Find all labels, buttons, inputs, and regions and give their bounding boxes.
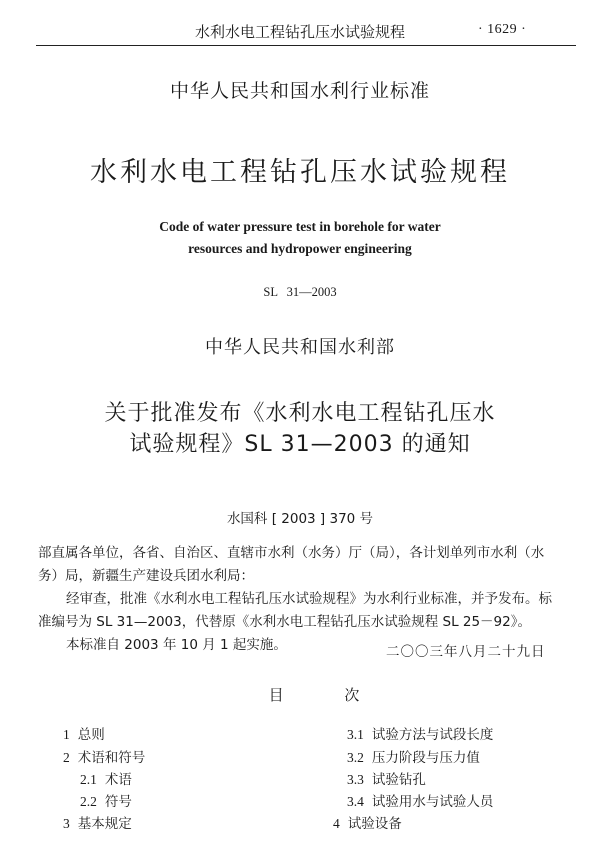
toc-entry-number: 1 xyxy=(63,727,70,742)
approval-paragraph-line-1: 经审查，批准《水利水电工程钻孔压水试验规程》为水利行业标准，并予发布。标 xyxy=(66,591,552,607)
toc-entry-label: 基本规定 xyxy=(77,816,132,832)
english-title-line-1: Code of water pressure test in borehole for water xyxy=(159,219,441,234)
toc-entry[interactable] xyxy=(347,768,426,788)
running-header-title: 水利水电工程钻孔压水试验规程 xyxy=(194,23,405,41)
document-title: 水利水电工程钻孔压水试验规程 xyxy=(90,157,510,188)
english-title-line-2: resources and hydropower engineering xyxy=(188,241,412,256)
toc-entry-number: 3 xyxy=(63,816,70,831)
page-number: · 1629 · xyxy=(478,22,527,37)
ministry-name: 中华人民共和国水利部 xyxy=(205,337,395,358)
toc-entry-number: 2 xyxy=(63,750,70,765)
toc-entry-label: 试验钻孔 xyxy=(371,772,426,788)
toc-entry-number: 4 xyxy=(333,816,340,831)
toc-entry[interactable] xyxy=(80,790,132,810)
toc-title: 目 次 xyxy=(268,686,388,704)
toc-entry-number: 3.1 xyxy=(347,727,364,742)
effective-date-paragraph: 本标准自 2003 年 10 月 1 起实施。 xyxy=(66,637,287,653)
toc-entry[interactable] xyxy=(63,746,145,766)
toc-entry[interactable] xyxy=(347,746,480,766)
toc-entry-number: 2.1 xyxy=(80,772,97,787)
toc-entry-label: 压力阶段与压力值 xyxy=(371,750,480,766)
toc-entry-number: 3.3 xyxy=(347,772,364,787)
toc-entry-label: 术语 xyxy=(104,772,132,788)
toc-entry[interactable] xyxy=(333,812,402,832)
approval-paragraph-line-2: 准编号为 SL 31—2003，代替原《水利水电工程钻孔压水试验规程 SL 25－92》。 xyxy=(38,614,531,630)
toc-entry-label: 试验设备 xyxy=(347,816,402,832)
toc-entry-number: 3.4 xyxy=(347,794,364,809)
toc-entry[interactable] xyxy=(80,768,132,788)
addressees-line-1: 部直属各单位，各省、自治区、直辖市水利（水务）厅（局），各计划单列市水利（水 xyxy=(38,545,545,561)
signature-date: 二〇〇三年八月二十九日 xyxy=(386,644,546,660)
addressees-line-2: 务）局，新疆生产建设兵团水利局： xyxy=(38,568,254,584)
toc-entry[interactable] xyxy=(63,812,132,832)
document-number: 水国科 [ 2003 ] 370 号 xyxy=(226,511,374,527)
standard-number: SL 31—2003 xyxy=(263,285,337,299)
toc-entry-label: 符号 xyxy=(104,794,132,810)
notice-title-line-2: 试验规程》SL 31—2003 的通知 xyxy=(129,432,471,457)
toc-entry-number: 2.2 xyxy=(80,794,97,809)
header-rule xyxy=(36,45,576,46)
toc-entry[interactable] xyxy=(347,723,493,743)
toc-entry-number: 3.2 xyxy=(347,750,364,765)
toc-entry[interactable] xyxy=(347,790,493,810)
industry-standard-label: 中华人民共和国水利行业标准 xyxy=(169,80,430,102)
toc-entry-label: 试验用水与试验人员 xyxy=(371,794,494,810)
toc-entry-label: 试验方法与试段长度 xyxy=(371,727,494,743)
toc-entry[interactable] xyxy=(63,723,105,743)
notice-title-line-1: 关于批准发布《水利水电工程钻孔压水 xyxy=(104,401,496,426)
toc-entry-label: 术语和符号 xyxy=(77,750,146,766)
toc-entry-label: 总则 xyxy=(77,727,105,743)
